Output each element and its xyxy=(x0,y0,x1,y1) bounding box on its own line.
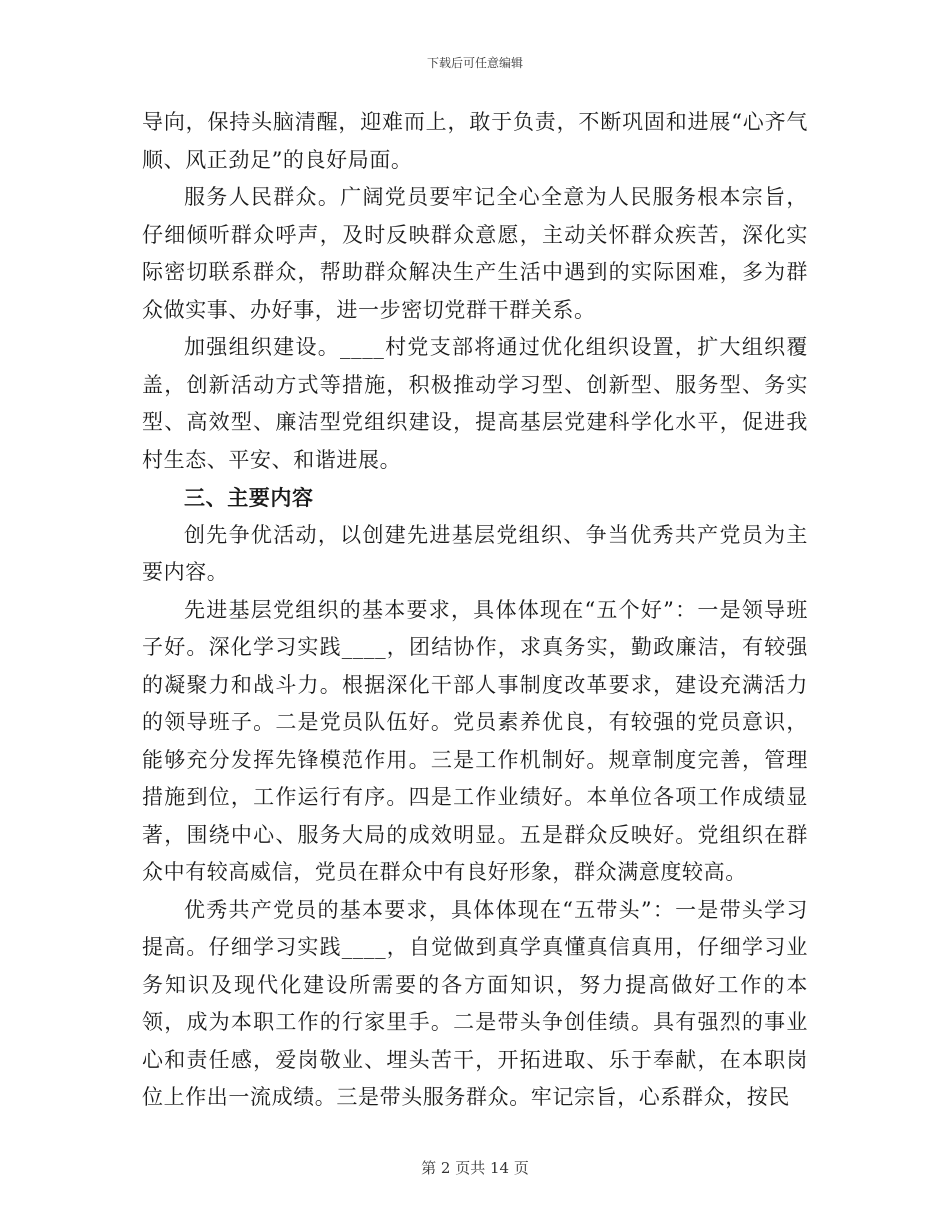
paragraph-five-goods: 先进基层党组织的基本要求，具体体现在“五个好”：一是领导班子好。深化学习实践____，团结协作，求真务实，勤政廉洁，有较强的凝聚力和战斗力。根据深化干部人事制度改革要求，建设充满活力的领导班子。二是党员队伍好。党员素养优良，有较强的党员意识，能够充分发挥先锋模范作用。三是工作机制好。规章制度完善，管理措施到位，工作运行有序。四是工作业绩好。本单位各项工作成绩显著，围绕中心、服务大局的成效明显。五是群众反映好。党组织在群众中有较高威信，党员在群众中有良好形象，群众满意度较高。 xyxy=(142,597,808,884)
page-header: 下载后可任意编辑 xyxy=(426,56,523,70)
paragraph-continued: 导向，保持头脑清醒，迎难而上，敢于负责，不断巩固和进展“心齐气顺、风正劲足”的良好局面。 xyxy=(142,110,808,172)
paragraph-organization-building: 加强组织建设。____村党支部将通过优化组织设置，扩大组织覆盖，创新活动方式等措施，积极推动学习型、创新型、服务型、务实型、高效型、廉洁型党组织建设，提高基层党建科学化水平，促进我村生态、平安、和谐进展。 xyxy=(142,335,808,472)
section-heading: 三、主要内容 xyxy=(184,485,314,510)
paragraph-main-content: 创先争优活动，以创建先进基层党组织、争当优秀共产党员为主要内容。 xyxy=(142,522,808,584)
page-number: 第 2 页共 14 页 xyxy=(421,1159,529,1177)
paragraph-five-leads: 优秀共产党员的基本要求，具体体现在“五带头”：一是带头学习提高。仔细学习实践____，自觉做到真学真懂真信真用，仔细学习业务知识及现代化建设所需要的各方面知识，努力提高做好工作的本领，成为本职工作的行家里手。二是带头争创佳绩。具有强烈的事业心和责任感，爱岗敬业、埋头苦干，开拓进取、乐于奉献，在本职岗位上作出一流成绩。三是带头服务群众。牢记宗旨，心系群众，按民 xyxy=(142,897,808,1109)
paragraph-serve-people: 服务人民群众。广阔党员要牢记全心全意为人民服务根本宗旨，仔细倾听群众呼声，及时反映群众意愿，主动关怀群众疾苦，深化实际密切联系群众，帮助群众解决生产生活中遇到的实际困难，多为群众做实事、办好事，进一步密切党群干群关系。 xyxy=(142,185,808,322)
document-body xyxy=(142,104,808,1117)
